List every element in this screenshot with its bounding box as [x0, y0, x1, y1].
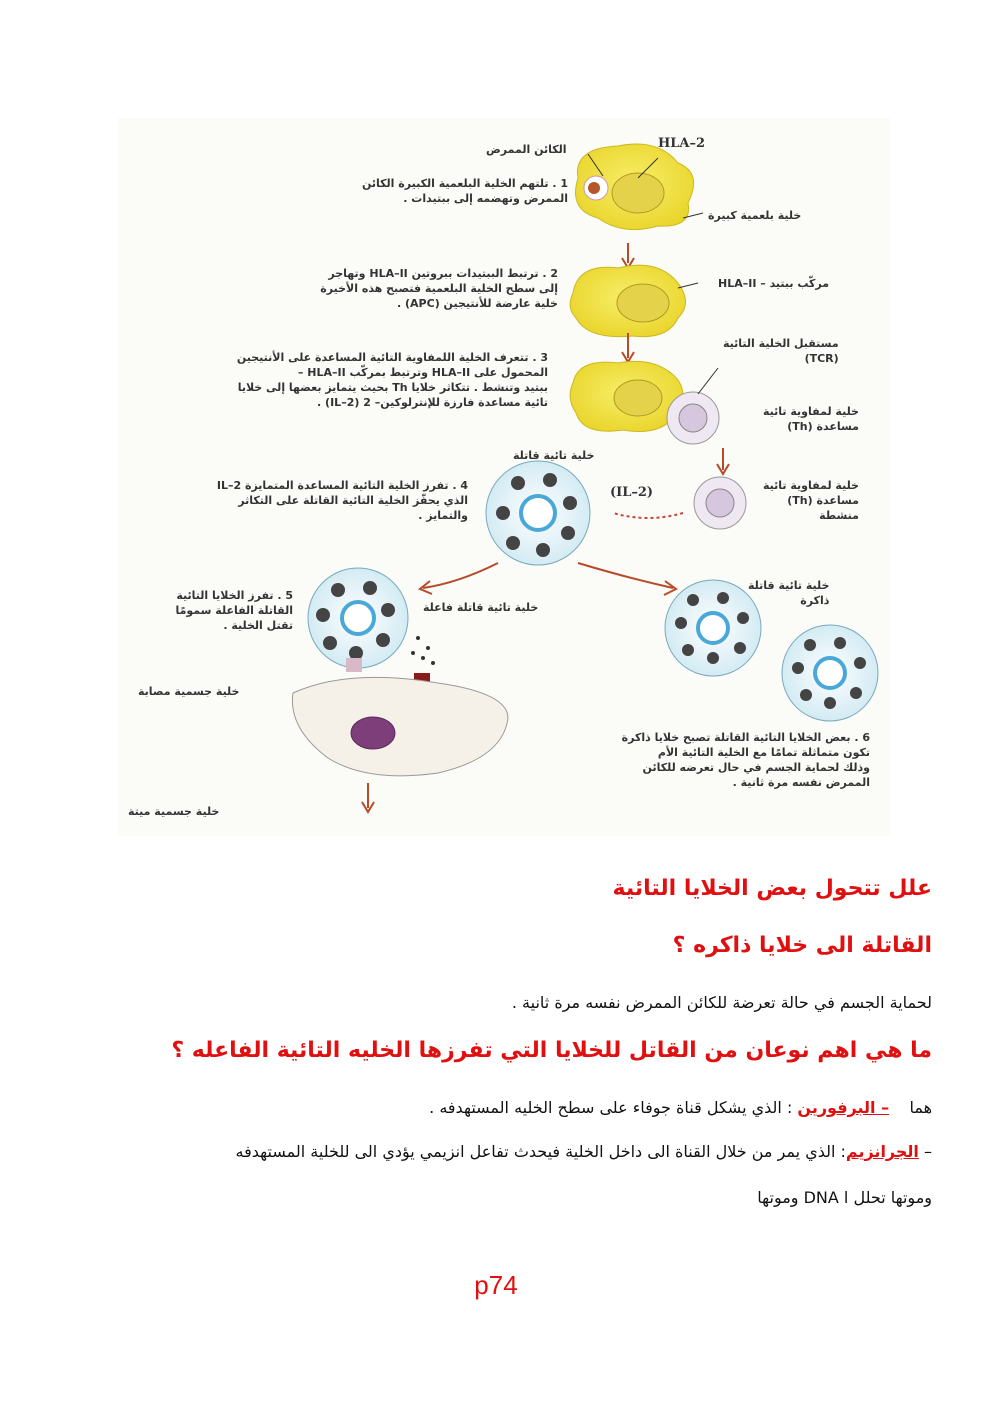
label-step3: 3 . تتعرف الخلية اللمفاوية التائية المساعدة على الأنتيجين المحمول على HLA–II وترتبط بمركّب HLA–II – ببتيد وتنشط . تتكاثر خلايا Th بحيث يتمايز بعضها إلى خلايا تائية مساعدة فارزة للإنترلوكين– 2 (IL–2) . — [236, 351, 548, 409]
immune-response-diagram — [118, 118, 890, 836]
label-infected-cell: خلية جسمية مصابة — [138, 685, 240, 698]
label-step2: 2 . ترتبط الببتيدات ببروتين HLA–II وتهاجر إلى سطح الخلية البلعمية فتصبح هذه الأخيرة خلية عارضة للأنتيجين (APC) . — [320, 267, 558, 310]
label-pathogen: الكائن الممرض — [486, 143, 567, 156]
answer-2-dash: – — [924, 1142, 932, 1161]
granzyme-description: : الذي يمر من خلال القناة الى داخل الخلية فيحدث تفاعل انزيمي يؤدي الى للخلية المستهدفه — [235, 1142, 846, 1161]
question-2: ما هي اهم نوعان من القاتل للخلايا التي تفرزها الخليه التائية الفاعله ؟ — [171, 1038, 932, 1063]
macrophage-cell-2 — [570, 265, 685, 336]
answer-2-line-2 — [236, 1142, 932, 1161]
label-th-helper: خلية لمفاوية تائية مساعدة (Th) — [763, 405, 859, 433]
diagram-drawing — [118, 118, 890, 836]
page-number: p74 — [474, 1270, 518, 1300]
answer-1: لحماية الجسم في حالة تعرضة للكائن الممرض نفسه مرة ثانية . — [511, 993, 932, 1012]
question-1-line-1: علل تتحول بعض الخلايا التائية — [612, 876, 932, 901]
perforin-description: : الذي يشكل قناة جوفاء على سطح الخليه المستهدفه . — [429, 1098, 793, 1117]
label-active-killer: خلية تائية قاتلة فاعلة — [423, 601, 539, 614]
label-tcr: مستقبل الخلية التائية (TCR) — [723, 337, 839, 365]
label-dead-cell: خلية جسمية ميتة — [128, 805, 220, 818]
label-step5: 5 . تفرز الخلايا التائية القاتلة الفاعلة سمومًا تقتل الخلية . — [175, 589, 293, 632]
label-step1: 1 . تلتهم الخلية البلعمية الكبيرة الكائن الممرض وتهضمه إلى ببتيدات . — [362, 177, 568, 205]
active-killer-cell — [308, 568, 435, 687]
answer-2-prefix: هما — [909, 1098, 932, 1117]
infected-body-cell — [292, 677, 508, 775]
apc-th-binding — [570, 361, 719, 444]
label-peptide-complex: مركّب ببتيد – HLA–II — [718, 277, 830, 290]
label-memory-t: خلية تائية قاتلة ذاكرة — [748, 579, 830, 607]
label-killer-t: خلية تائية قاتلة — [513, 449, 595, 462]
label-step4: 4 . تفرز الخلية التائية المساعدة المتمايزة IL–2 الذي يحفّز الخلية التائية القاتلة على التكاثر والتمايز . — [216, 479, 468, 522]
label-hla2: HLA–2 — [658, 136, 706, 151]
killer-t-cell — [486, 461, 590, 565]
label-step6: 6 . بعض الخلايا التائية القاتلة تصبح خلايا ذاكرة تكون متماثلة تمامًا مع الخلية التائية الأم وذلك لحماية الجسم في حال تعرضه للكائن الممرض نفسه مرة ثانية . — [621, 731, 870, 789]
activated-th-cell — [694, 477, 746, 529]
label-il2: (IL–2) — [610, 485, 654, 500]
label-th-activated: خلية لمفاوية تائية مساعدة (Th) منشطة — [763, 479, 859, 522]
question-1-line-2: القاتلة الى خلايا ذاكره ؟ — [672, 933, 932, 958]
answer-2-line-1 — [429, 1098, 932, 1117]
term-granzyme: الجرانزيم — [845, 1142, 919, 1161]
term-perforin: – البرفورين — [797, 1098, 890, 1117]
answer-2-line-3: وموتها تحلل ا DNA وموتها — [757, 1188, 932, 1207]
label-macrophage: خلية بلعمية كبيرة — [708, 209, 802, 222]
macrophage-cell-1 — [576, 144, 694, 230]
